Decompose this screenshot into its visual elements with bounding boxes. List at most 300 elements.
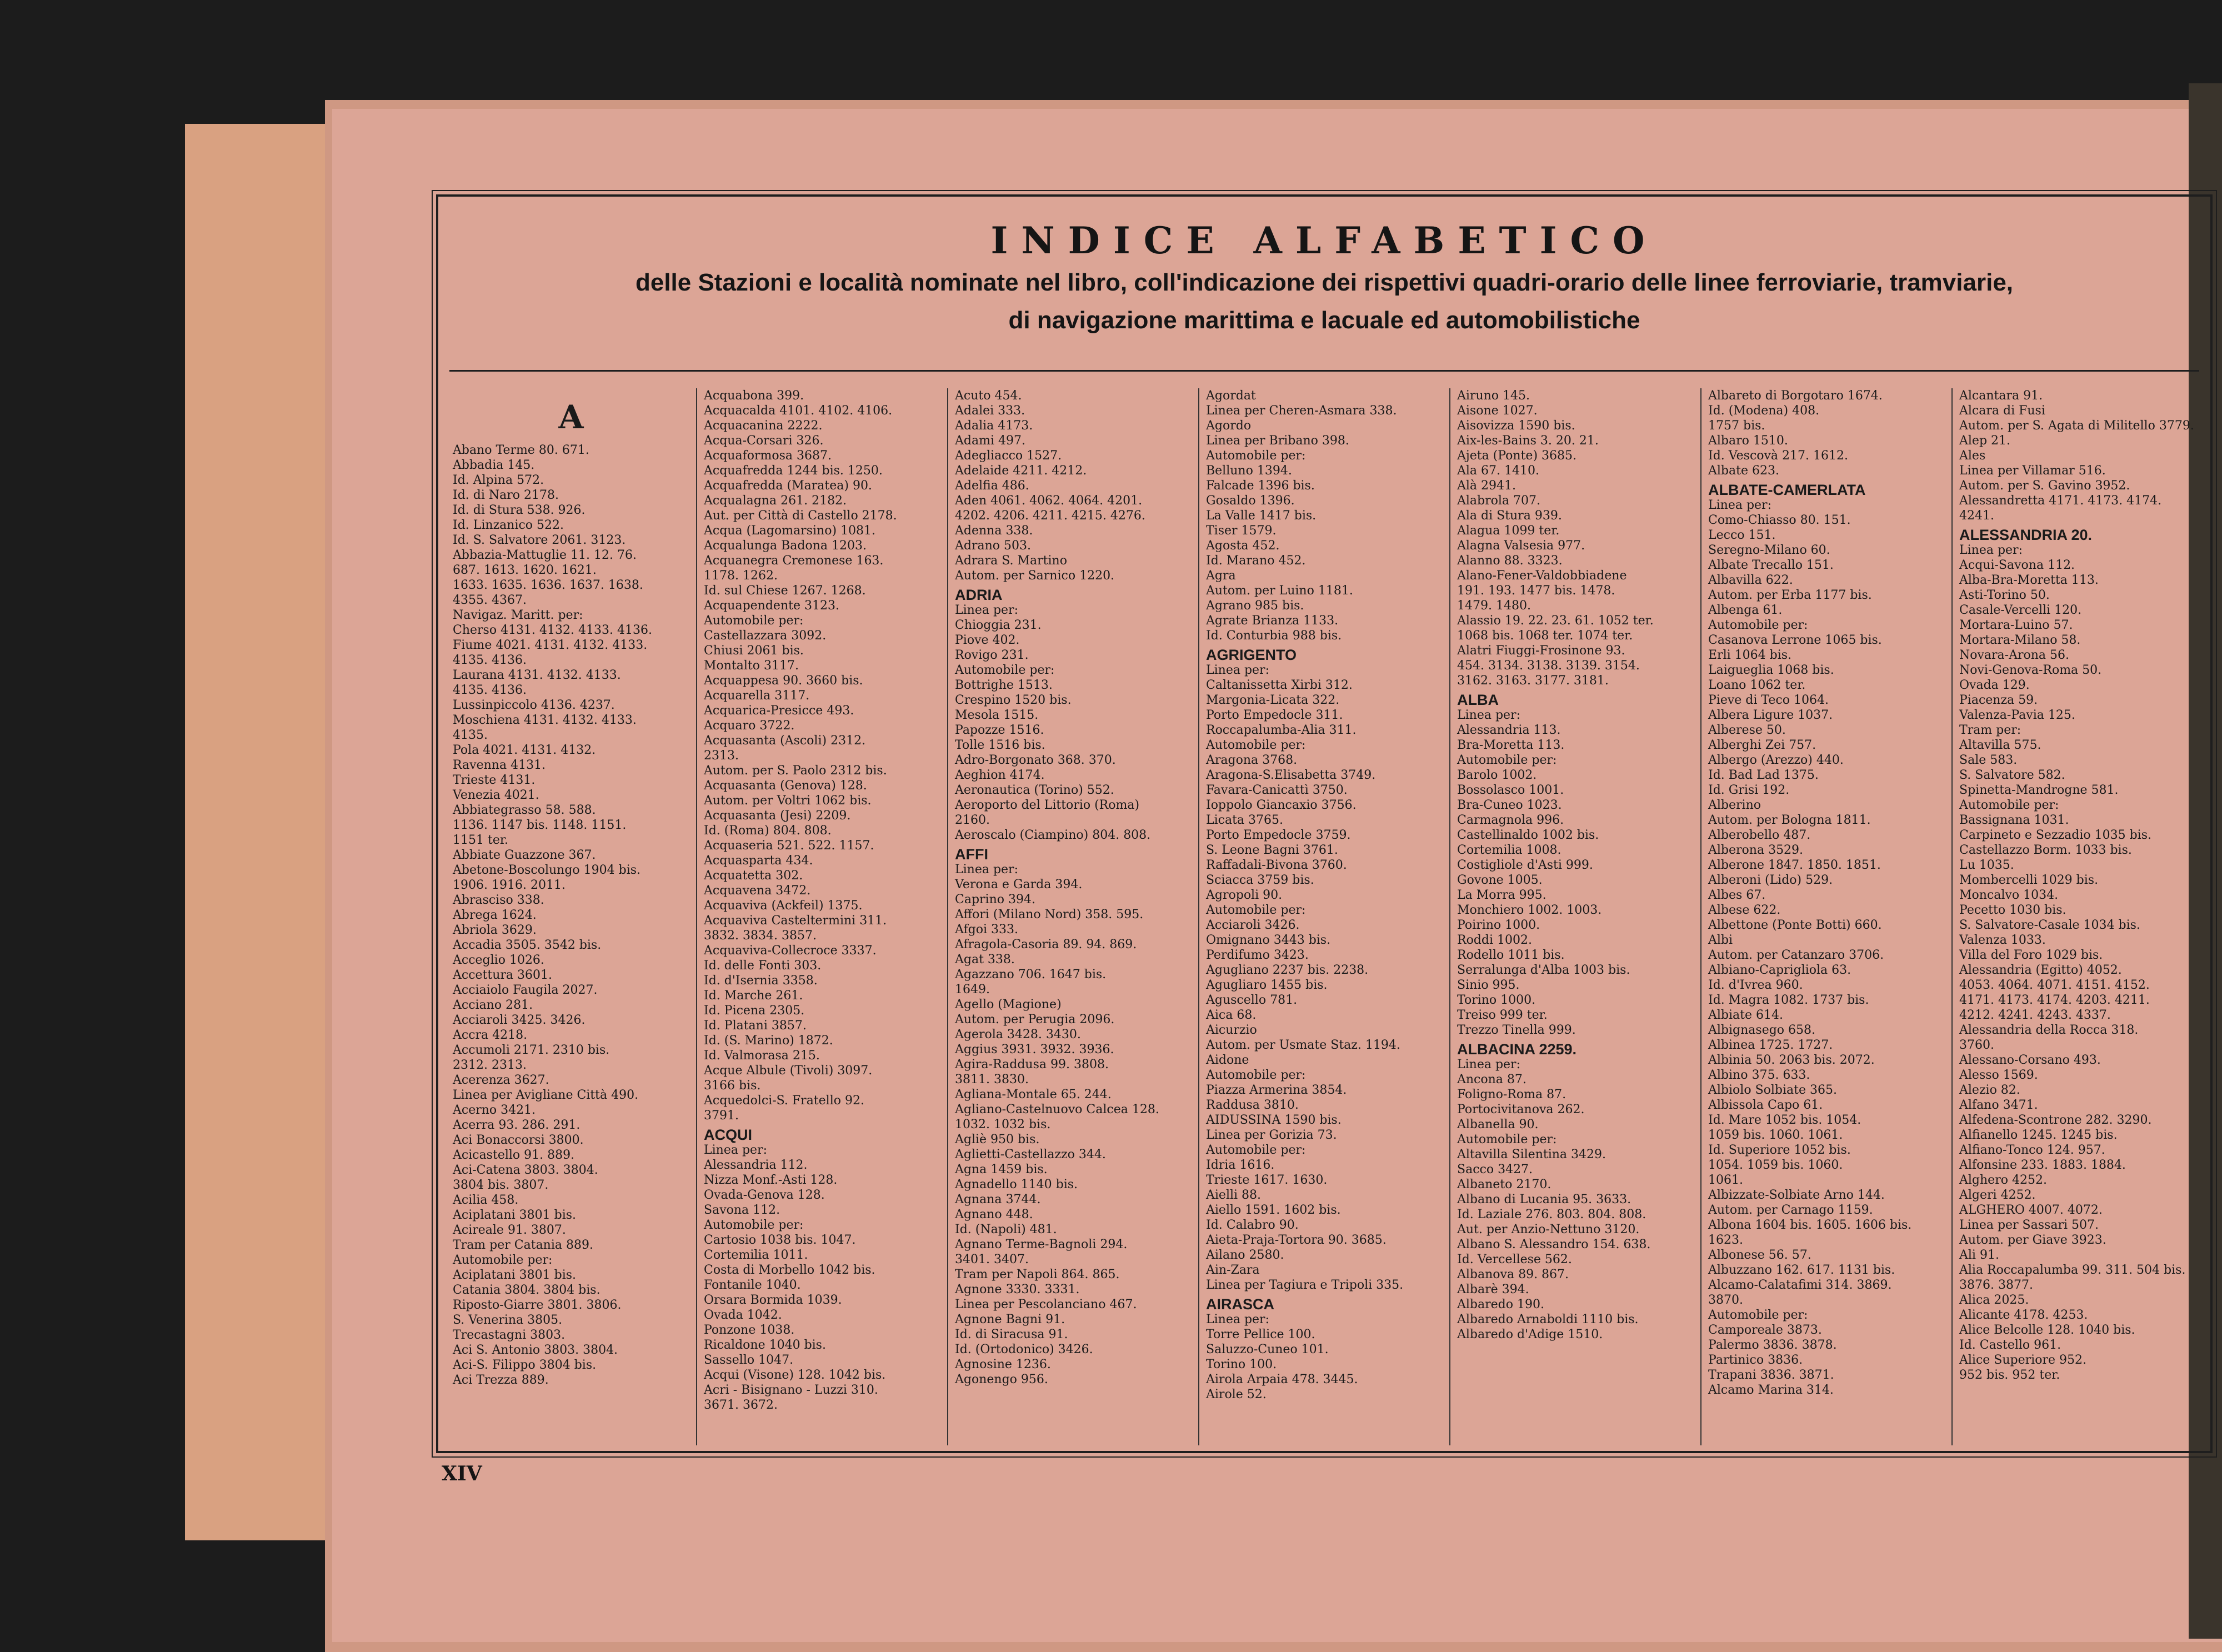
index-entry: Autom. per Voltri 1062 bis. [704,794,872,808]
index-entry: Abbiate Guazzone 367. [453,848,596,862]
index-entry: Palermo 3836. 3878. [1708,1338,1837,1352]
index-entry: Ala di Stura 939. [1457,509,1562,523]
index-entry: Acciano 281. [453,998,533,1012]
index-entry: Acquacanina 2222. [704,419,823,433]
index-entry: Alice Superiore 952. [1959,1353,2086,1367]
index-entry: 4135. 4136. [453,653,527,667]
index-entry: 454. 3134. 3138. 3139. 3154. [1457,659,1640,673]
index-entry: AFFI [955,846,988,863]
index-entry: Torino 1000. [1457,993,1536,1007]
index-entry: Ailano 2580. [1206,1248,1284,1262]
index-column [696,388,947,1445]
index-column [1449,388,1700,1445]
index-entry: Pola 4021. 4131. 4132. [453,743,596,757]
index-entry: Aciplatani 3801 bis. [453,1208,577,1222]
index-entry: Aeghion 4174. [955,768,1045,782]
index-entry: Chiusi 2061 bis. [704,644,804,658]
index-entry: Albano di Lucania 95. 3633. [1457,1193,1632,1207]
index-entry: Acciaroli 3425. 3426. [453,1013,585,1027]
index-entry: Porto Empedocle 311. [1206,708,1343,722]
index-entry: Alesso 1569. [1959,1068,2038,1082]
index-entry: Verona e Garda 394. [955,878,1083,892]
index-entry: 3811. 3830. [955,1073,1029,1087]
index-entry: 1136. 1147 bis. 1148. 1151. [453,818,627,832]
header-rule [449,370,2199,372]
index-entry: Carpineto e Sezzadio 1035 bis. [1959,828,2151,842]
index-entry: Acquarica-Presicce 493. [704,704,854,718]
index-entry: Abbiategrasso 58. 588. [453,803,596,817]
index-entry: Bassignana 1031. [1959,813,2069,827]
index-header [438,219,2210,338]
index-entry: 4135. [453,728,488,742]
index-entry: Piacenza 59. [1959,693,2038,707]
index-entry: 191. 193. 1477 bis. 1478. [1457,584,1615,598]
index-entry: Albissola Capo 61. [1708,1098,1823,1112]
index-column [947,388,1198,1445]
index-entry: Saluzzo-Cuneo 101. [1206,1343,1329,1356]
index-entry: 687. 1613. 1620. 1621. [453,563,597,577]
index-entry: Alfonsine 233. 1883. 1884. [1959,1158,2126,1172]
index-entry: Trieste 1617. 1630. [1206,1173,1328,1187]
index-entry: Aica 68. [1206,1008,1257,1022]
index-entry: Id. Magra 1082. 1737 bis. [1708,993,1869,1007]
index-entry: Aix-les-Bains 3. 20. 21. [1457,434,1599,448]
index-entry: Alicante 4178. 4253. [1959,1308,2088,1322]
index-entry: Automobile per: [1959,798,2059,812]
index-entry: Sale 583. [1959,753,2018,767]
index-column [1951,388,2203,1445]
index-entry: Id. Grisi 192. [1708,783,1790,797]
index-entry: Alberone 1847. 1850. 1851. [1708,858,1881,872]
index-entry: 1623. [1708,1233,1743,1247]
index-entry: Albareto di Borgotaro 1674. [1708,389,1883,403]
index-entry: Aguscello 781. [1206,993,1298,1007]
index-entry: Castellinaldo 1002 bis. [1457,828,1599,842]
index-entry: Albignasego 658. [1708,1023,1816,1037]
index-entry: Id. d'Ivrea 960. [1708,978,1803,992]
index-entry: Raddusa 3810. [1206,1098,1299,1112]
index-entry: Linea per: [704,1143,767,1157]
index-entry: Alghero 4252. [1959,1173,2047,1187]
index-entry: Autom. per Perugia 2096. [955,1013,1115,1027]
index-entry: Aci-Catena 3803. 3804. [453,1163,598,1177]
index-entry: Accumoli 2171. 2310 bis. [453,1043,610,1057]
index-entry: Catania 3804. 3804 bis. [453,1283,600,1297]
index-entry: Agordat [1206,389,1256,403]
index-entry: Alcamo-Calatafimi 314. 3869. [1708,1278,1892,1292]
index-entry: Idria 1616. [1206,1158,1275,1172]
index-entry: Alcara di Fusi [1959,404,2045,418]
index-entry: Albanella 90. [1457,1118,1539,1132]
index-entry: Aci S. Antonio 3803. 3804. [453,1343,618,1357]
index-entry: Albate Trecallo 151. [1708,558,1834,572]
index-entry: Trieste 4131. [453,773,536,787]
index-entry: Id. di Siracusa 91. [955,1328,1068,1341]
index-entry: Alassio 19. 22. 23. 61. 1052 ter. [1457,614,1654,628]
index-entry: Alfedena-Scontrone 282. 3290. [1959,1113,2152,1127]
index-entry: 4241. [1959,509,1994,523]
index-entry: Agugliaro 1455 bis. [1206,978,1328,992]
index-entry: ALBATE-CAMERLATA [1708,482,1866,498]
index-entry: Adalia 4173. [955,419,1033,433]
index-entry: Id. Vercellese 562. [1457,1253,1572,1266]
index-entry: 3832. 3834. 3857. [704,929,817,943]
index-entry: Agat 338. [955,953,1015,967]
index-entry: 3162. 3163. 3177. 3181. [1457,674,1609,688]
index-entry: Rovigo 231. [955,648,1029,662]
index-entry: Albona 1604 bis. 1605. 1606 bis. [1708,1218,1912,1232]
index-entry: Montalto 3117. [704,659,799,673]
index-entry: Adrano 503. [955,539,1031,553]
index-entry: Acireale 91. 3807. [453,1223,566,1237]
index-entry: Autom. per Catanzaro 3706. [1708,948,1884,962]
index-entry: Caprino 394. [955,893,1035,907]
index-entry: Agliano-Castelnuovo Calcea 128. [955,1103,1159,1117]
index-entry: Albaro 1510. [1708,434,1788,448]
subtitle-line-2: di navigazione marittima e lacuale ed automobilistiche [1008,307,1640,334]
index-entry: Raffadali-Bivona 3760. [1206,858,1347,872]
index-entry: Perdifumo 3423. [1206,948,1309,962]
index-entry: Id. Mare 1052 bis. 1054. [1708,1113,1861,1127]
index-entry: Seregno-Milano 60. [1708,543,1830,557]
index-entry: Ala 67. 1410. [1457,464,1539,478]
index-entry: Mortara-Milano 58. [1959,633,2081,647]
index-entry: Aggius 3931. 3932. 3936. [955,1043,1114,1057]
index-entry: Id. d'Isernia 3358. [704,974,818,988]
index-entry: Acqui-Savona 112. [1959,558,2075,572]
index-entry: Id. (Ortodonico) 3426. [955,1343,1093,1356]
index-entry: Ioppolo Giancaxio 3756. [1206,798,1357,812]
index-entry: Carmagnola 996. [1457,813,1564,827]
index-entry: Alep 21. [1959,434,2011,448]
index-entry: Autom. per Bologna 1811. [1708,813,1871,827]
index-entry: Albera Ligure 1037. [1708,708,1833,722]
index-entry: Id. Picena 2305. [704,1004,805,1018]
index-entry: Como-Chiasso 80. 151. [1708,513,1851,527]
index-entry: Linea per: [1206,663,1269,677]
index-entry: Linea per: [955,863,1018,877]
index-entry: Albi [1708,933,1733,947]
index-entry: Alice Belcolle 128. 1040 bis. [1959,1323,2135,1337]
index-entry: Abetone-Boscolungo 1904 bis. [453,863,641,877]
index-entry: Id. Bad Lad 1375. [1708,768,1819,782]
index-entry: Partinico 3836. [1708,1353,1803,1367]
index-entry: Albanova 89. 867. [1457,1268,1569,1281]
index-entry: Acquaro 3722. [704,719,795,733]
index-entry: Automobile per: [1206,738,1306,752]
index-entry: Alessandria (Egitto) 4052. [1959,963,2122,977]
index-entry: 3401. 3407. [955,1253,1029,1266]
index-entry: Id. Conturbia 988 bis. [1206,629,1342,643]
index-entry: S. Venerina 3805. [453,1313,563,1327]
index-entry: La Morra 995. [1457,888,1547,902]
index-entry: Affori (Milano Nord) 358. 595. [955,908,1144,922]
index-entry: Albizzate-Solbiate Arno 144. [1708,1188,1885,1202]
index-entry: Automobile per: [1457,1133,1557,1147]
index-entry: 3791. [704,1109,739,1123]
index-entry: Airola Arpaia 478. 3445. [1206,1373,1358,1386]
index-entry: Ales [1959,449,1986,463]
index-entry: Licata 3765. [1206,813,1284,827]
index-entry: Alberghi Zei 757. [1708,738,1816,752]
index-entry: Mombercelli 1029 bis. [1959,873,2099,887]
index-entry: 1061. [1708,1173,1743,1187]
index-entry: Agnana 3744. [955,1193,1041,1207]
index-entry: Agliana-Montale 65. 244. [955,1088,1112,1102]
index-entry: Bra-Moretta 113. [1457,738,1565,752]
index-entry: 4355. 4367. [453,593,527,607]
index-entry: Acquasanta (Ascoli) 2312. [704,734,866,748]
index-entry: Sacco 3427. [1457,1163,1533,1177]
index-entry: Id. Alpina 572. [453,473,544,487]
index-entry: Albavilla 622. [1708,573,1793,587]
index-entry: Navigaz. Maritt. per: [453,608,583,622]
index-entry: Albaredo 190. [1457,1298,1544,1311]
index-entry: Acque Albule (Tivoli) 3097. [704,1064,873,1078]
index-entry: Valenza 1033. [1959,933,2046,947]
index-entry: Alcantara 91. [1959,389,2043,403]
index-entry: Airuno 145. [1457,389,1530,403]
page-number: XIV [442,1462,482,1485]
index-entry: Acquaseria 521. 522. 1157. [704,839,874,853]
index-entry: 2313. [704,749,739,763]
index-entry: Albarè 394. [1457,1283,1529,1296]
index-entry: Venezia 4021. [453,788,539,802]
index-entry: Albinia 50. 2063 bis. 2072. [1708,1053,1875,1067]
index-entry: Aci Trezza 889. [453,1373,549,1387]
index-entry: Moschiena 4131. 4132. 4133. [453,713,637,727]
index-entry: Chioggia 231. [955,618,1042,632]
index-entry: Agnano Terme-Bagnoli 294. [955,1238,1128,1251]
index-entry: Albettone (Ponte Botti) 660. [1708,918,1882,932]
index-entry: Agropoli 90. [1206,888,1283,902]
index-entry: Id. Valmorasa 215. [704,1049,820,1063]
index-entry: Linea per Bribano 398. [1206,434,1349,448]
index-entry: Tram per: [1959,723,2021,737]
index-entry: Abriola 3629. [453,923,537,937]
index-entry: Acquacalda 4101. 4102. 4106. [704,404,893,418]
index-entry: Adami 497. [955,434,1025,448]
index-entry: Tram per Catania 889. [453,1238,593,1252]
index-entry: Id. di Stura 538. 926. [453,503,585,517]
index-entry: Foligno-Roma 87. [1457,1088,1567,1102]
index-entry: Agonengo 956. [955,1373,1048,1386]
index-entry: 3671. 3672. [704,1398,778,1412]
index-entry: Loano 1062 ter. [1708,678,1806,692]
index-entry: S. Leone Bagni 3761. [1206,843,1338,857]
index-entry: Alcamo Marina 314. [1708,1383,1834,1397]
index-entry: Autom. per Erba 1177 bis. [1708,588,1872,602]
index-entry: Agna 1459 bis. [955,1163,1048,1177]
index-entry: Aci-S. Filippo 3804 bis. [453,1358,597,1372]
index-entry: Sciacca 3759 bis. [1206,873,1314,887]
index-entry: Agira-Raddusa 99. 3808. [955,1058,1109,1072]
index-entry: Tram per Napoli 864. 865. [955,1268,1120,1281]
index-entry: Linea per: [1457,1058,1520,1072]
index-entry: Alessandria 112. [704,1158,808,1172]
index-entry: Acciaiolo Faugila 2027. [453,983,598,997]
index-entry: Agrate Brianza 1133. [1206,614,1339,628]
index-entry: Id. di Naro 2178. [453,488,559,502]
index-entry: Agnone 3330. 3331. [955,1283,1080,1296]
index-entry: Costa di Morbello 1042 bis. [704,1263,875,1277]
index-entry: Alessano-Corsano 493. [1959,1053,2101,1067]
index-entry: Accadia 3505. 3542 bis. [453,938,602,952]
index-entry: Aieta-Praja-Tortora 90. 3685. [1206,1233,1387,1247]
index-frame [436,194,2213,1453]
index-entry: Lu 1035. [1959,858,2014,872]
index-entry: Id. sul Chiese 1267. 1268. [704,584,866,598]
index-entry: Autom. per Carnago 1159. [1708,1203,1873,1217]
index-entry: Agnadello 1140 bis. [955,1178,1078,1192]
index-entry: Novara-Arona 56. [1959,648,2070,662]
index-entry: Agra [1206,569,1236,583]
index-entry: Linea per Tagiura e Tripoli 335. [1206,1278,1404,1292]
index-entry: Linea per Gorizia 73. [1206,1128,1337,1142]
index-entry: Laigueglia 1068 bis. [1708,663,1834,677]
index-entry: Linea per Pescolanciano 467. [955,1298,1137,1311]
index-entry: 4135. 4136. [453,683,527,697]
index-entry: Savona 112. [704,1203,780,1217]
index-entry: Id. Platani 3857. [704,1019,807,1033]
index-entry: Albaredo d'Adige 1510. [1457,1328,1603,1341]
index-entry: 3760. [1959,1038,1994,1052]
index-entry: Adelaide 4211. 4212. [955,464,1087,478]
index-entry: 1059 bis. 1060. 1061. [1708,1128,1843,1142]
index-entry: Alia Roccapalumba 99. 311. 504 bis. [1959,1263,2186,1277]
index-entry: Torino 100. [1206,1358,1277,1371]
index-entry: Valenza-Pavia 125. [1959,708,2075,722]
index-entry: Ravenna 4131. [453,758,546,772]
index-entry: Ajeta (Ponte) 3685. [1457,449,1577,463]
index-entry: Serralunga d'Alba 1003 bis. [1457,963,1630,977]
index-entry: Id. Calabro 90. [1206,1218,1299,1232]
index-entry: Id. (Modena) 408. [1708,404,1820,418]
index-entry: Portocivitanova 262. [1457,1103,1585,1117]
index-entry: Ancona 87. [1457,1073,1527,1087]
index-entry: Id. Vescovà 217. 1612. [1708,449,1849,463]
index-entry: ALBA [1457,692,1499,708]
index-entry: Acquedolci-S. Fratello 92. [704,1094,864,1108]
index-entry: Agordo [1206,419,1252,433]
index-entry: AIRASCA [1206,1296,1275,1313]
index-entry: Aeroscalo (Ciampino) 804. 808. [955,828,1151,842]
index-entry: Acquasanta (Genova) 128. [704,779,867,793]
index-entry: Bottrighe 1513. [955,678,1053,692]
index-entry: Ovada 1042. [704,1308,782,1322]
index-entry: Adrara S. Martino [955,554,1067,568]
index-entry: Abbadia 145. [453,458,535,472]
index-entry: Spinetta-Mandrogne 581. [1959,783,2119,797]
index-entry: Aiello 1591. 1602 bis. [1206,1203,1341,1217]
index-entry: ADRIA [955,587,1003,603]
index-entry: Roddi 1002. [1457,933,1532,947]
index-entry: Autom. per Luino 1181. [1206,584,1353,598]
index-entry: 3876. 3877. [1959,1278,2033,1292]
index-entry: Alessandria 113. [1457,723,1561,737]
index-entry: 3166 bis. [704,1079,761,1093]
index-entry: Govone 1005. [1457,873,1543,887]
index-entry: Linea per Sassari 507. [1959,1218,2099,1232]
index-entry: 4171. 4173. 4174. 4203. 4211. [1959,993,2150,1007]
index-entry: Alezio 82. [1959,1083,2020,1097]
index-entry: Automobile per: [453,1253,553,1267]
index-entry: Acquavena 3472. [704,884,811,898]
index-entry: Acquaformosa 3687. [704,449,832,463]
index-entry: Agosta 452. [1206,539,1280,553]
index-entry: Acquarella 3117. [704,689,810,703]
index-entry: Albese 622. [1708,903,1781,917]
index-entry: Riposto-Giarre 3801. 3806. [453,1298,622,1312]
index-entry: Albiolo Solbiate 365. [1708,1083,1837,1097]
index-entry: Airole 52. [1206,1388,1267,1401]
index-entry: Automobile per: [1206,1143,1306,1157]
index-entry: Automobile per: [955,663,1055,677]
index-entry: Nizza Monf.-Asti 128. [704,1173,838,1187]
index-entry: ALBACINA 2259. [1457,1041,1577,1058]
index-entry: Aeronautica (Torino) 552. [955,783,1114,797]
index-entry: Fiume 4021. 4131. 4132. 4133. [453,638,648,652]
index-entry: Agazzano 706. 1647 bis. [955,968,1107,982]
index-entry: Acuto 454. [955,389,1022,403]
index-entry: Aglietti-Castellazzo 344. [955,1148,1106,1162]
index-entry: Autom. per S. Agata di Militello 3779. [1959,419,2194,433]
index-entry: Acqualagna 261. 2182. [704,494,847,508]
index-entry: Alanno 88. 3323. [1457,554,1563,568]
index-entry: Acerno 3421. [453,1103,536,1117]
index-entry: 3870. [1708,1293,1743,1307]
index-entry: Cherso 4131. 4132. 4133. 4136. [453,623,652,637]
index-entry: Ponzone 1038. [704,1323,795,1337]
index-entry: Acqua (Lagomarsino) 1081. [704,524,875,538]
index-entry: ALESSANDRIA 20. [1959,527,2093,543]
index-entry: Acquaviva (Ackfeil) 1375. [704,899,863,913]
index-entry: Casanova Lerrone 1065 bis. [1708,633,1882,647]
index-entry: Automobile per: [704,614,804,628]
index-entry: Trezzo Tinella 999. [1457,1023,1576,1037]
index-entry: Autom. per Sarnico 1220. [955,569,1115,583]
index-entry: Alessandretta 4171. 4173. 4174. [1959,494,2162,508]
index-entry: Asti-Torino 50. [1959,588,2050,602]
index-entry: Acqualunga Badona 1203. [704,539,867,553]
index-entry: Camporeale 3873. [1708,1323,1822,1337]
index-entry: ALGHERO 4007. 4072. [1959,1203,2103,1217]
index-entry: Agerola 3428. 3430. [955,1028,1081,1042]
index-entry: Id. Superiore 1052 bis. [1708,1143,1851,1157]
index-entry: Alfiano-Tonco 124. 957. [1959,1143,2105,1157]
index-entry: 4212. 4241. 4243. 4337. [1959,1008,2111,1022]
index-entry: 1178. 1262. [704,569,778,583]
index-entry: Roccapalumba-Alia 311. [1206,723,1357,737]
index-entry: Albuzzano 162. 617. 1131 bis. [1708,1263,1895,1277]
index-entry: Acqua-Corsari 326. [704,434,824,448]
index-entry: Trapani 3836. 3871. [1708,1368,1834,1382]
index-entry: Piove 402. [955,633,1020,647]
index-entry: Alfano 3471. [1959,1098,2038,1112]
index-entry: Acciaroli 3426. [1206,918,1300,932]
index-entry: Cortemilia 1011. [704,1248,808,1262]
index-entry: Lussinpiccolo 4136. 4237. [453,698,615,712]
index-entry: Treiso 999 ter. [1457,1008,1548,1022]
page-title: INDICE ALFABETICO [990,219,1658,262]
index-entry: Rodello 1011 bis. [1457,948,1565,962]
index-entry: Albergo (Arezzo) 440. [1708,753,1844,767]
index-entry: 1633. 1635. 1636. 1637. 1638. [453,578,643,592]
index-entry: Acquasparta 434. [704,854,813,868]
subtitle-line-1: delle Stazioni e località nominate nel libro, coll'indicazione dei rispettivi quadri-orario delle linee ferroviarie, tramviarie, [635,269,2014,296]
index-entry: Acceglio 1026. [453,953,544,967]
index-entry: Linea per Villamar 516. [1959,464,2106,478]
